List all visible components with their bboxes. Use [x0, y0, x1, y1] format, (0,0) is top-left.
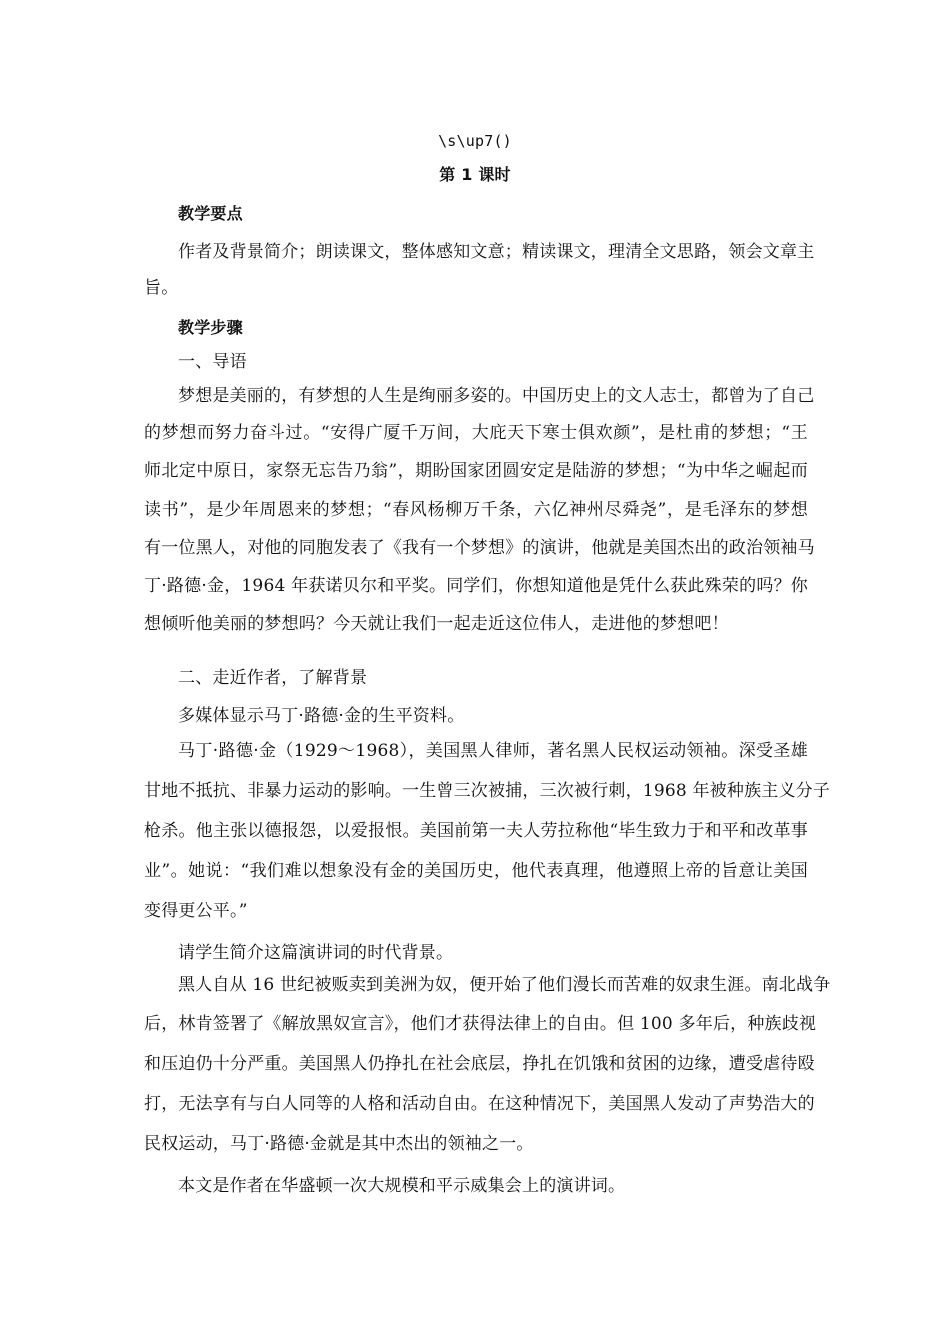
section-heading-key-points: 教学要点: [178, 204, 243, 223]
paragraph-line: 师北定中原日，家祭无忘告乃翁”，期盼国家团圆安定是陆游的梦想；“为中华之崛起而: [144, 461, 808, 481]
paragraph-line: 多媒体显示马丁·路德·金的生平资料。: [178, 706, 465, 726]
paragraph-line: 甘地不抵抗、非暴力运动的影响。一生曾三次被捕，三次被行刺，1968 年被种族主义分子: [144, 781, 831, 801]
paragraph-line: 读书”，是少年周恩来的梦想；“春风杨柳万千条，六亿神州尽舜尧”，是毛泽东的梦想: [144, 500, 808, 520]
section-heading-steps: 教学步骤: [178, 318, 243, 337]
paragraph-line: 的梦想而努力奋斗过。“安得广厦千万间，大庇天下寒士俱欢颜”，是杜甫的梦想；“王: [144, 423, 808, 443]
header-code: \s\up7(): [438, 132, 512, 150]
paragraph-line: 枪杀。他主张以德报怨，以爱报恨。美国前第一夫人劳拉称他“毕生致力于和平和改革事: [144, 821, 808, 841]
step-heading: 二、走近作者，了解背景: [178, 668, 368, 688]
paragraph-line: 变得更公平。”: [144, 901, 248, 921]
paragraph-line: 打，无法享有与白人同等的人格和活动自由。在这种情况下，美国黑人发动了声势浩大的: [144, 1094, 815, 1114]
paragraph-line: 想倾听他美丽的梦想吗？今天就让我们一起走近这位伟人，走进他的梦想吧！: [144, 614, 729, 634]
paragraph-line: 作者及背景简介；朗读课文，整体感知文意；精读课文，理清全文思路，领会文章主: [178, 242, 815, 262]
paragraph-line: 旨。: [144, 278, 179, 298]
paragraph-line: 民权运动，马丁·路德·金就是其中杰出的领袖之一。: [144, 1134, 534, 1154]
paragraph-line: 梦想是美丽的，有梦想的人生是绚丽多姿的。中国历史上的文人志士，都曾为了自己: [178, 386, 815, 406]
lesson-title: 第 1 课时: [439, 165, 511, 184]
paragraph-line: 黑人自从 16 世纪被贩卖到美洲为奴，便开始了他们漫长而苦难的奴隶生涯。南北战争: [178, 975, 831, 995]
paragraph-line: 和压迫仍十分严重。美国黑人仍挣扎在社会底层，挣扎在饥饿和贫困的边缘，遭受虐待殴: [144, 1054, 815, 1074]
paragraph-line: 丁·路德·金，1964 年获诺贝尔和平奖。同学们，你想知道他是凭什么获此殊荣的吗？你: [144, 576, 808, 596]
paragraph-line: 请学生简介这篇演讲词的时代背景。: [178, 943, 454, 963]
paragraph-line: 马丁·路德·金（1929～1968），美国黑人律师，著名黑人民权运动领袖。深受圣雄: [178, 741, 808, 761]
paragraph-line: 有一位黑人，对他的同胞发表了《我有一个梦想》的演讲，他就是美国杰出的政治领袖马: [144, 538, 815, 558]
paragraph-line: 本文是作者在华盛顿一次大规模和平示威集会上的演讲词。: [178, 1176, 626, 1196]
paragraph-line: 业”。她说：“我们难以想象没有金的美国历史，他代表真理，他遵照上帝的旨意让美国: [144, 861, 808, 881]
step-heading: 一、导语: [178, 352, 247, 372]
paragraph-line: 后，林肯签署了《解放黑奴宣言》，他们才获得法律上的自由。但 100 多年后，种族歧视: [144, 1014, 817, 1034]
